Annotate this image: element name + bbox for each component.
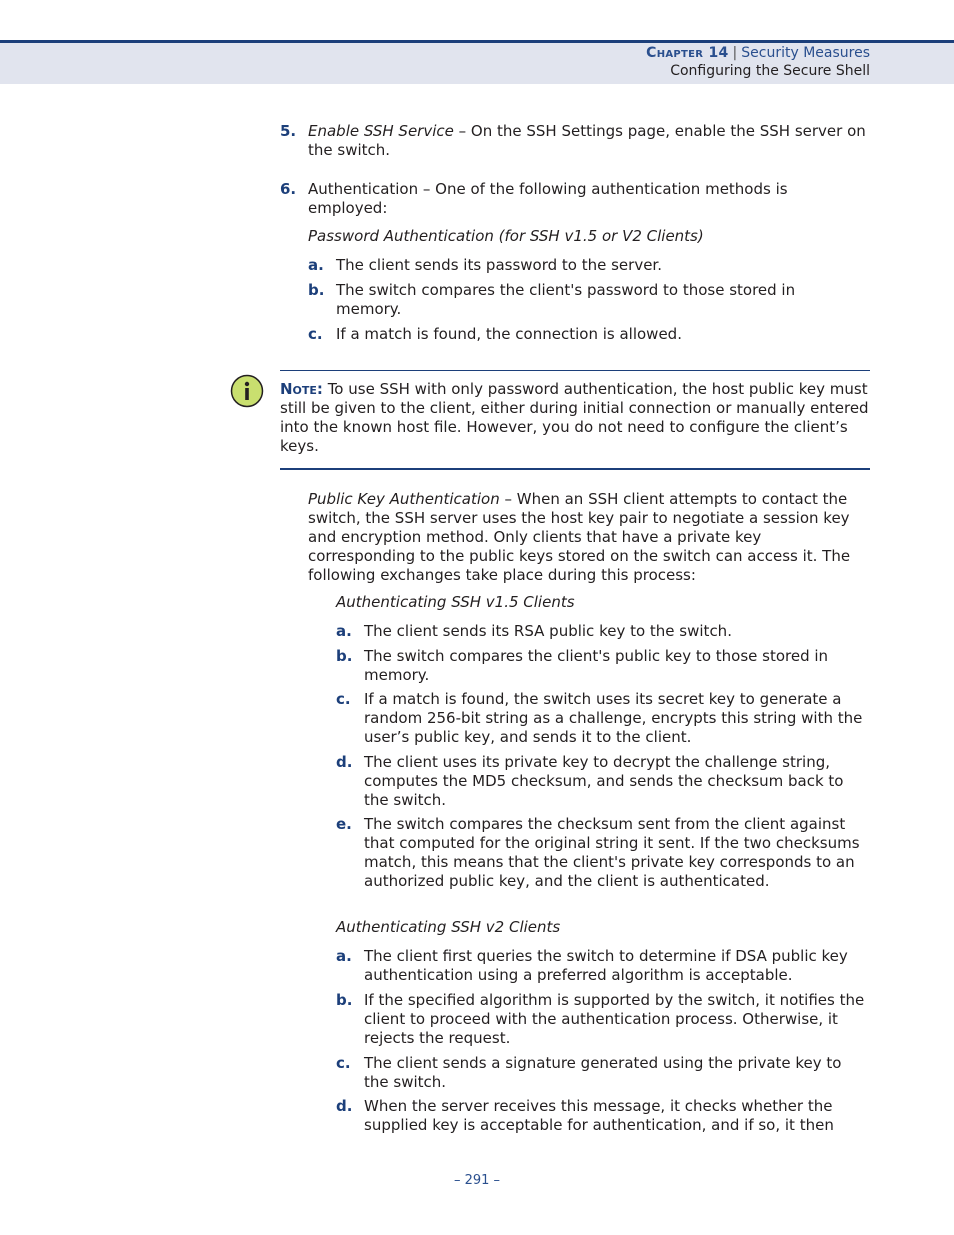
list-letter: c. [308,325,323,343]
list-item: The client first queries the switch to determine if DSA public key authentication using a preferred algorithm is acceptable. [364,947,848,984]
list-letter: c. [336,690,351,708]
list-item: If a match is found, the connection is allowed. [336,325,682,343]
list-item: The client sends its RSA public key to the switch. [364,622,732,640]
step-text [308,122,870,160]
section-title: Security Measures [741,45,870,61]
list-item: The client sends its password to the server. [336,256,662,274]
step-body: – On the SSH Settings page, enable the SSH server on the switch. [308,122,866,159]
step-number: 5. [280,122,297,140]
subheading-v2: Authenticating SSH v2 Clients [336,918,561,936]
subsection-title: Configuring the Secure Shell [670,63,870,79]
list-item: The client sends a signature generated using the private key to the switch. [364,1054,842,1091]
list-item: The switch compares the client's password to those stored in memory. [336,281,796,318]
list-item: If the specified algorithm is supported by the switch, it notifies the client to proceed with the authentication process. Otherwise, it rejects the request. [364,991,865,1047]
info-icon [230,374,264,408]
list-letter: c. [336,1054,351,1072]
note-label: Note: [280,380,323,398]
list-letter: b. [336,647,353,665]
list-letter: b. [308,281,325,299]
note-top-rule [280,370,870,371]
public-key-paragraph [308,490,870,585]
list-item: The switch compares the client's public key to those stored in memory. [364,647,829,684]
step-text: Authentication – One of the following authentication methods is employed: [308,180,788,217]
note-body: To use SSH with only password authentication, the host public key must still be given to the client, either during initial connection or manually entered into the known host file. However, you do not need to configure the client’s keys. [280,380,869,455]
running-header-chapter [646,45,870,61]
note-text [280,380,870,456]
list-letter: a. [308,256,324,274]
list-letter: a. [336,947,352,965]
subheading-v15: Authenticating SSH v1.5 Clients [336,593,575,611]
public-key-lead: Public Key Authentication [308,490,500,508]
list-item: The switch compares the checksum sent from the client against that computed for the original string it sent. If the two checksums match, this means that the client's private key corresponds to an authorized public key, and the client is authenticated. [364,815,860,890]
subheading-password-auth: Password Authentication (for SSH v1.5 or V2 Clients) [308,227,704,245]
header-separator: | [732,45,738,61]
list-item: If a match is found, the switch uses its secret key to generate a random 256-bit string as a challenge, encrypts this string with the user’s public key, and sends it to the client. [364,690,863,746]
list-item: When the server receives this message, it checks whether the supplied key is acceptable for authentication, and if so, it then [364,1097,834,1134]
list-letter: d. [336,753,353,771]
step-lead: Enable SSH Service [308,122,454,140]
note-bottom-rule [280,468,870,470]
list-item: The client uses its private key to decrypt the challenge string, computes the MD5 checksum, and sends the checksum back to the switch. [364,753,844,809]
public-key-body: – When an SSH client attempts to contact the switch, the SSH server uses the host key pair to negotiate a session key and encryption method. Only clients that have a private key corresponding to the public keys stored on the switch can access it. The following exchanges take place during this process: [308,490,851,584]
chapter-label: Chapter 14 [646,45,729,61]
page-number: – 291 – [453,1173,501,1188]
list-letter: a. [336,622,352,640]
list-letter: e. [336,815,352,833]
step-number: 6. [280,180,297,198]
list-letter: d. [336,1097,353,1115]
list-letter: b. [336,991,353,1009]
